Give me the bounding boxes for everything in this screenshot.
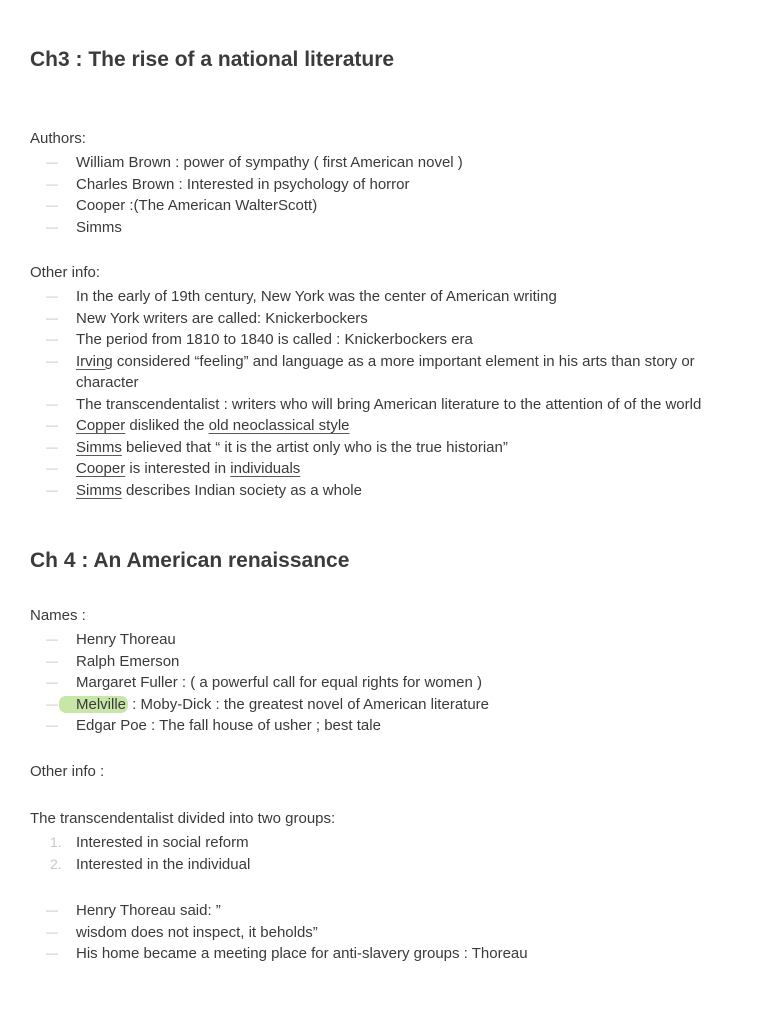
underlined-phrase: old neoclassical style [208, 417, 350, 434]
list-item [30, 854, 740, 876]
list-item [30, 351, 740, 394]
highlighted-name: Melville [59, 696, 128, 713]
list-item [30, 832, 740, 854]
underlined-phrase: individuals [230, 460, 301, 477]
list-item-text: describes Indian society as a whole [121, 481, 362, 499]
list-item [30, 480, 740, 502]
list-number: 2. [50, 855, 62, 872]
authors-list [30, 152, 740, 238]
notes-list [30, 900, 740, 965]
other-info-label: Other info: [30, 264, 101, 281]
other-info-label-ch4: Other info : [30, 763, 105, 780]
list-item [30, 415, 740, 437]
list-item-text: believed that “ it is the artist only who is the true historian” [121, 438, 508, 456]
underlined-name: Copper [76, 417, 126, 434]
list-item: — Henry Thoreau said: ” [30, 900, 740, 922]
ch3-title: Ch3 : The rise of a national literature [30, 48, 395, 71]
list-item: — Charles Brown : Interested in psychology of horror [30, 174, 740, 196]
list-item: — wisdom does not inspect, it beholds” [30, 922, 740, 944]
list-item-text: Interested in social reform [76, 834, 249, 851]
ch4-title: Ch 4 : An American renaissance [30, 549, 350, 572]
list-item: — Ralph Emerson [30, 651, 740, 673]
names-list [30, 629, 740, 737]
list-item: — New York writers are called: Knickerbockers [30, 308, 740, 330]
list-item: — The period from 1810 to 1840 is called : Knickerbockers era [30, 329, 740, 351]
underlined-name: Irving [76, 352, 113, 370]
list-item-text: Interested in the individual [76, 855, 251, 873]
list-item: — William Brown : power of sympathy ( first American novel ) [30, 152, 740, 174]
list-item-text: considered “feeling” and language as a more important element in his arts than story or character [76, 352, 695, 391]
list-item: — Cooper :(The American WalterScott) [30, 195, 740, 217]
names-label: Names : [30, 607, 86, 624]
authors-label: Authors: [30, 130, 86, 147]
list-item-text: is interested in [125, 460, 231, 477]
list-item [30, 694, 740, 716]
list-item: — Edgar Poe : The fall house of usher ; best tale [30, 715, 740, 737]
underlined-name: Simms [76, 481, 122, 499]
list-item: — The transcendentalist : writers who will bring American literature to the attention of of the world [30, 394, 740, 416]
list-item: — His home became a meeting place for anti-slavery groups : Thoreau [30, 943, 740, 965]
underlined-name: Cooper [76, 460, 126, 477]
list-item [30, 458, 740, 480]
other-info-list [30, 286, 740, 501]
list-item-text: : Moby-Dick : the greatest novel of American literature [128, 695, 490, 713]
groups-label: The transcendentalist divided into two groups: [30, 810, 336, 827]
groups-list [30, 832, 740, 875]
list-item: — Margaret Fuller : ( a powerful call for equal rights for women ) [30, 672, 740, 694]
list-item: — Simms [30, 217, 740, 239]
list-item: — In the early of 19th century, New York was the center of American writing [30, 286, 740, 308]
list-item [30, 437, 740, 459]
list-item: — Henry Thoreau [30, 629, 740, 651]
list-item-text: disliked the [125, 417, 209, 434]
list-number: 1. [50, 834, 62, 850]
underlined-name: Simms [76, 438, 122, 456]
